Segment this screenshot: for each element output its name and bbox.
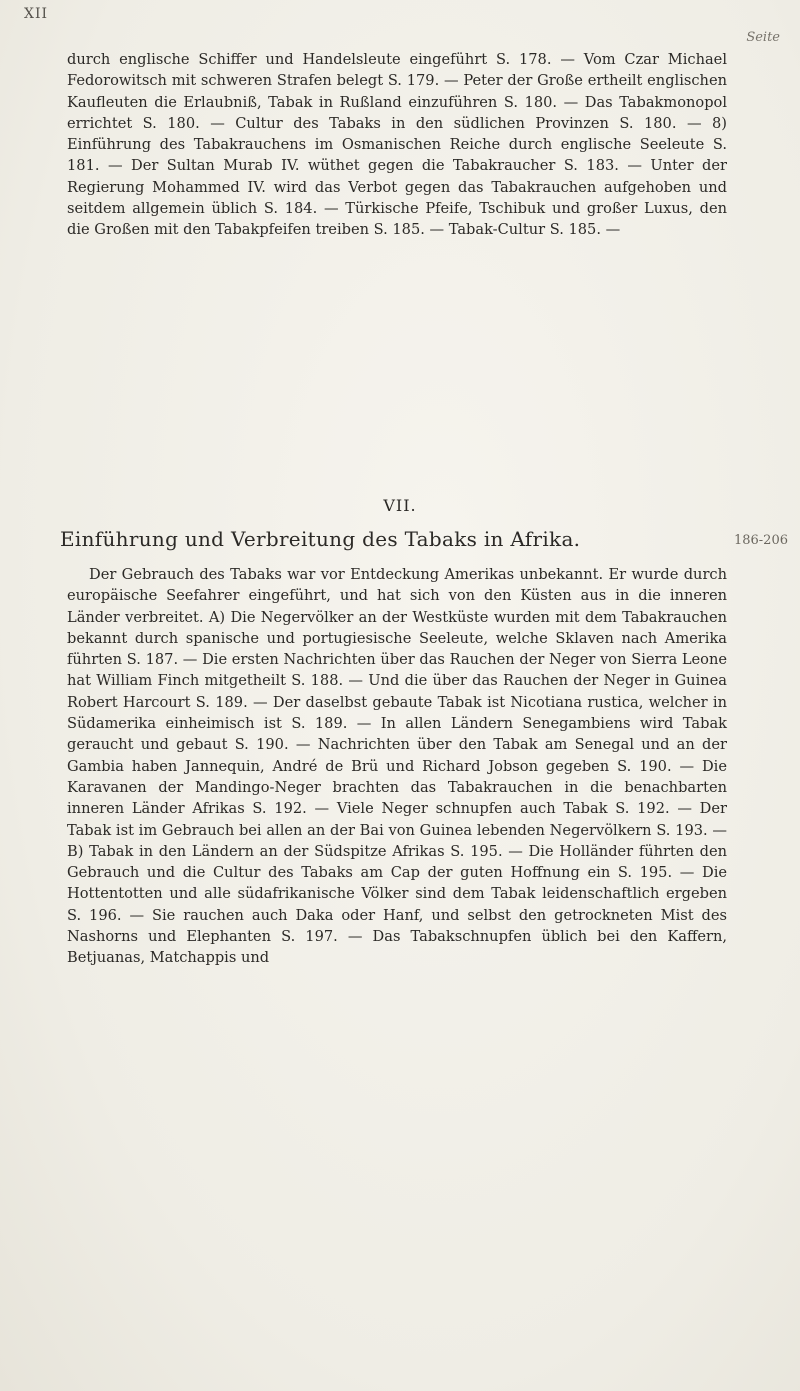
section-heading: Einführung und Verbreitung des Tabaks in Afrika. [60,527,581,551]
seite-header: Seite [746,30,780,45]
page-number: XII [24,6,49,22]
section-paragraph: Der Gebrauch des Tabaks war vor Entdeckung Amerikas unbekannt. Er wurde durch europäische Seefahrer eingeführt, und hat sich von den Küsten aus in die inneren Länder verbreitet. A) Die Negervölker an der Westküste wurden mit dem Tabakrauchen bekannt durch spanische und portugiesische Seeleute, welche Sklaven nach Amerika führten S. 187. — Die ersten Nachrichten über das Rauchen der Neger von Sierra Leone hat William Finch mitgetheilt S. 188. — Und die über das Rauchen der Neger in Guinea Robert Harcourt S. 189. — Der daselbst gebaute Tabak ist Nicotiana rustica, welcher in Südamerika einheimisch ist S. 189. — In allen Ländern Senegambiens wird Tabak geraucht und gebaut S. 190. — Nachrichten über den Tabak am Senegal und an der Gambia haben Jannequin, André de Brü und Richard Jobson gegeben S. 190. — Die Karavanen der Mandingo-Neger brachten das Tabakrauchen in die benachbarten inneren Länder Afrikas S. 192. — Viele Neger schnupfen auch Tabak S. 192. — Der Tabak ist im Gebrauch bei allen an der Bai von Guinea lebenden Negervölkern S. 193. — B) Tabak in den Ländern an der Südspitze Afrikas S. 195. — Die Holländer führten den Gebrauch und die Cultur des Tabaks am Cap der guten Hoffnung ein S. 195. — Die Hottentotten und alle südafrikanische Völker sind dem Tabak leidenschaftlich ergeben S. 196. — Sie rauchen auch Daka oder Hanf, und selbst den getrockneten Mist des Nashorns und Elephanten S. 197. — Das Tabakschnupfen üblich bei den Kaffern, Betjuanas, Matchappis und [67,566,727,967]
continuation-paragraph: durch englische Schiffer und Handelsleute eingeführt S. 178. — Vom Czar Michael Fedorowitsch mit schweren Strafen belegt S. 179. — Peter der Große ertheilt englischen Kaufleuten die Erlaubniß, Tabak in Rußland einzuführen S. 180. — Das Tabakmonopol errichtet S. 180. — Cultur des Tabaks in den südlichen Provinzen S. 180. — 8) Einführung des Tabakrauchens im Osmanischen Reiche durch englische Seeleute S. 181. — Der Sultan Murab IV. wüthet gegen die Tabakraucher S. 183. — Unter der Regierung Mohammed IV. wird das Verbot gegen das Tabakrauchen aufgehoben und seitdem allgemein üblich S. 184. — Türkische Pfeife, Tschibuk und großer Luxus, den die Großen mit den Tabakpfeifen treiben S. 185. — Tabak-Cultur S. 185. — [67,51,727,239]
page-range-margin-note: 186-206 [733,533,788,548]
continuation-block [67,49,727,241]
section-numeral: VII. [383,496,417,515]
section-block [67,564,727,969]
